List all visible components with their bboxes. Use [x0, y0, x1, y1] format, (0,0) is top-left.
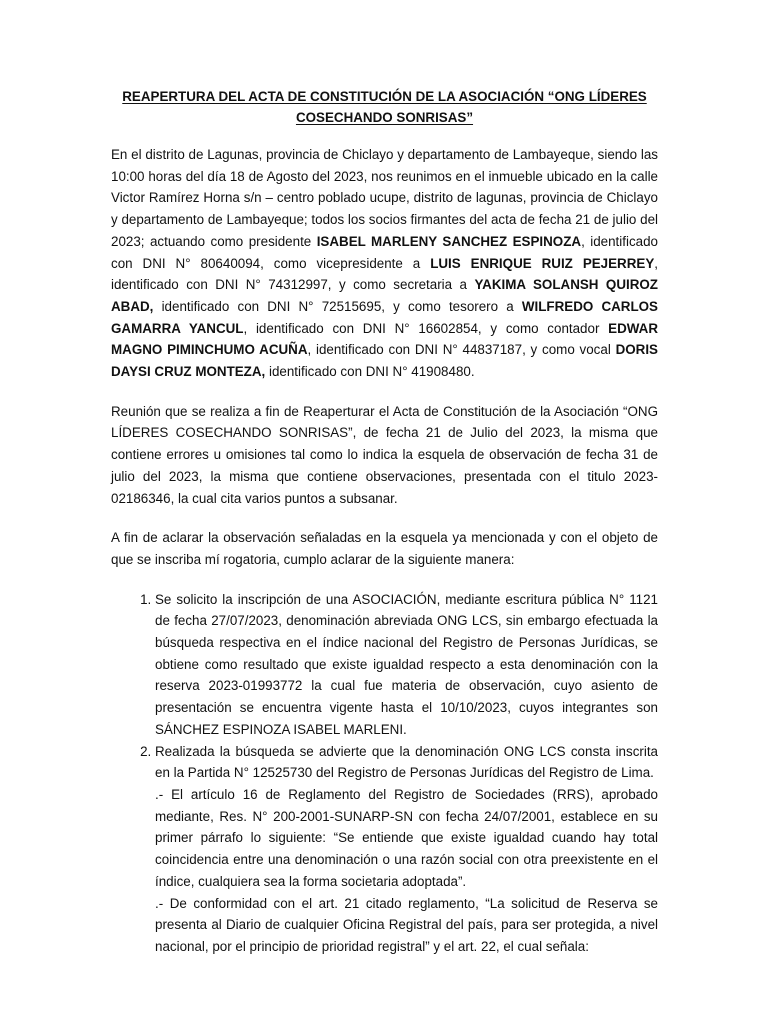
- intro-text-d: identificado con DNI N° 72515695, y como tesorero a: [153, 298, 522, 314]
- purpose-paragraph: Reunión que se realiza a fin de Reaperturar el Acta de Constitución de la Asociación “ONG LÍDERES COSECHANDO SONRISAS”, de fecha 21 de Julio del 2023, la misma que contiene errores u omisiones tal como lo indica la esquela de observación de fecha 31 de julio del 2023, la misma que contiene observaciones, presentada con el titulo 2023-02186346, la cual cita varios puntos a subsanar.: [111, 403, 658, 506]
- intro-text-a: En el distrito de Lagunas, provincia de Chiclayo y departamento de Lambayeque, siendo las 10:00 horas del día 18 de Agosto del 2023, nos reunimos en el inmueble ubicado en la calle Victor Ramírez Horna s/n – centro poblado ucupe, distrito de lagunas, provincia de Chiclayo y departamento de Lambayeque; todos los socios firmantes del acta de fecha 21 de julio del 2023; actuando como presidente: [111, 147, 658, 249]
- secretary-name: YAKIMA SOLANSH QUIROZ ABAD,: [111, 277, 658, 314]
- title-line-2: COSECHANDO SONRISAS”: [295, 110, 474, 125]
- list-item-2-text: 2. Realizada la búsqueda se advierte que la denominación ONG LCS consta inscrita en la Partida N° 12525730 del Registro de Personas Jurídicas del Registro de Lima.: [155, 743, 658, 781]
- president-name: ISABEL MARLENY SANCHEZ ESPINOZA: [316, 233, 582, 249]
- list-item: [155, 741, 658, 958]
- list-item: [155, 589, 658, 741]
- intro-text-b: , identificado con DNI N° 80640094, como vicepresidente a: [111, 233, 658, 271]
- intro-text-c: , identificado con DNI N° 74312997, y como secretaria a: [111, 255, 658, 293]
- document-title: [111, 86, 658, 128]
- intro-paragraph: [111, 144, 658, 383]
- intro-text-e: , identificado con DNI N° 16602854, y como contador: [243, 320, 609, 336]
- list-item-2-sub-2: .- De conformidad con el art. 21 citado reglamento, “La solicitud de Reserva se presenta al Diario de cualquier Oficina Registral del país, para ser protegida, a nivel nacional, por el principio de prioridad registral” y el art. 22, el cual señala:: [155, 895, 658, 954]
- list-item-2-sub-1: .- El artículo 16 de Reglamento del Registro de Sociedades (RRS), aprobado mediante, Res. N° 200-2001-SUNARP-SN con fecha 24/07/2001, establece en su primer párrafo lo siguiente: “Se entiende que existe igualdad cuando hay total coincidencia entre una denominación o una razón social con otra preexistente en el índice, cualquiera sea la forma societaria adoptada”.: [155, 786, 658, 889]
- intro-text-f: , identificado con DNI N° 44837187, y como vocal: [307, 342, 616, 358]
- clarification-paragraph: A fin de aclarar la observación señaladas en la esquela ya mencionada y con el objeto de que se inscriba mí rogatoria, cumplo aclarar de la siguiente manera:: [111, 530, 658, 567]
- title-line-1: REAPERTURA DEL ACTA DE CONSTITUCIÓN DE LA ASOCIACIÓN “ONG LÍDERES: [122, 89, 647, 104]
- observations-list: [111, 589, 658, 958]
- intro-text-g: identificado con DNI N° 41908480.: [265, 364, 475, 380]
- accountant-name: EDWAR MAGNO PIMINCHUMO ACUÑA: [111, 320, 658, 358]
- vicepresident-name: LUIS ENRIQUE RUIZ PEJERREY: [430, 255, 655, 271]
- vocal-name: DORIS DAYSI CRUZ MONTEZA,: [111, 342, 658, 380]
- document-page: [111, 0, 658, 958]
- treasurer-name: WILFREDO CARLOS GAMARRA YANCUL: [111, 298, 658, 336]
- list-item-1-text: Se solicito la inscripción de una ASOCIACIÓN, mediante escritura pública N° 1121 de fecha 27/07/2023, denominación abreviada ONG LCS, sin embargo efectuada la búsqueda respectiva en el índice nacional del Registro de Personas Jurídicas, se obtiene como resultado que existe igualdad respecto a esta denominación con la reserva 2023-01993772 la cual fue materia de observación, cuyo asiento de presentación se encuentra vigente hasta el 10/10/2023, cuyos integrantes son SÁNCHEZ ESPINOZA ISABEL MARLENI.: [155, 591, 658, 737]
